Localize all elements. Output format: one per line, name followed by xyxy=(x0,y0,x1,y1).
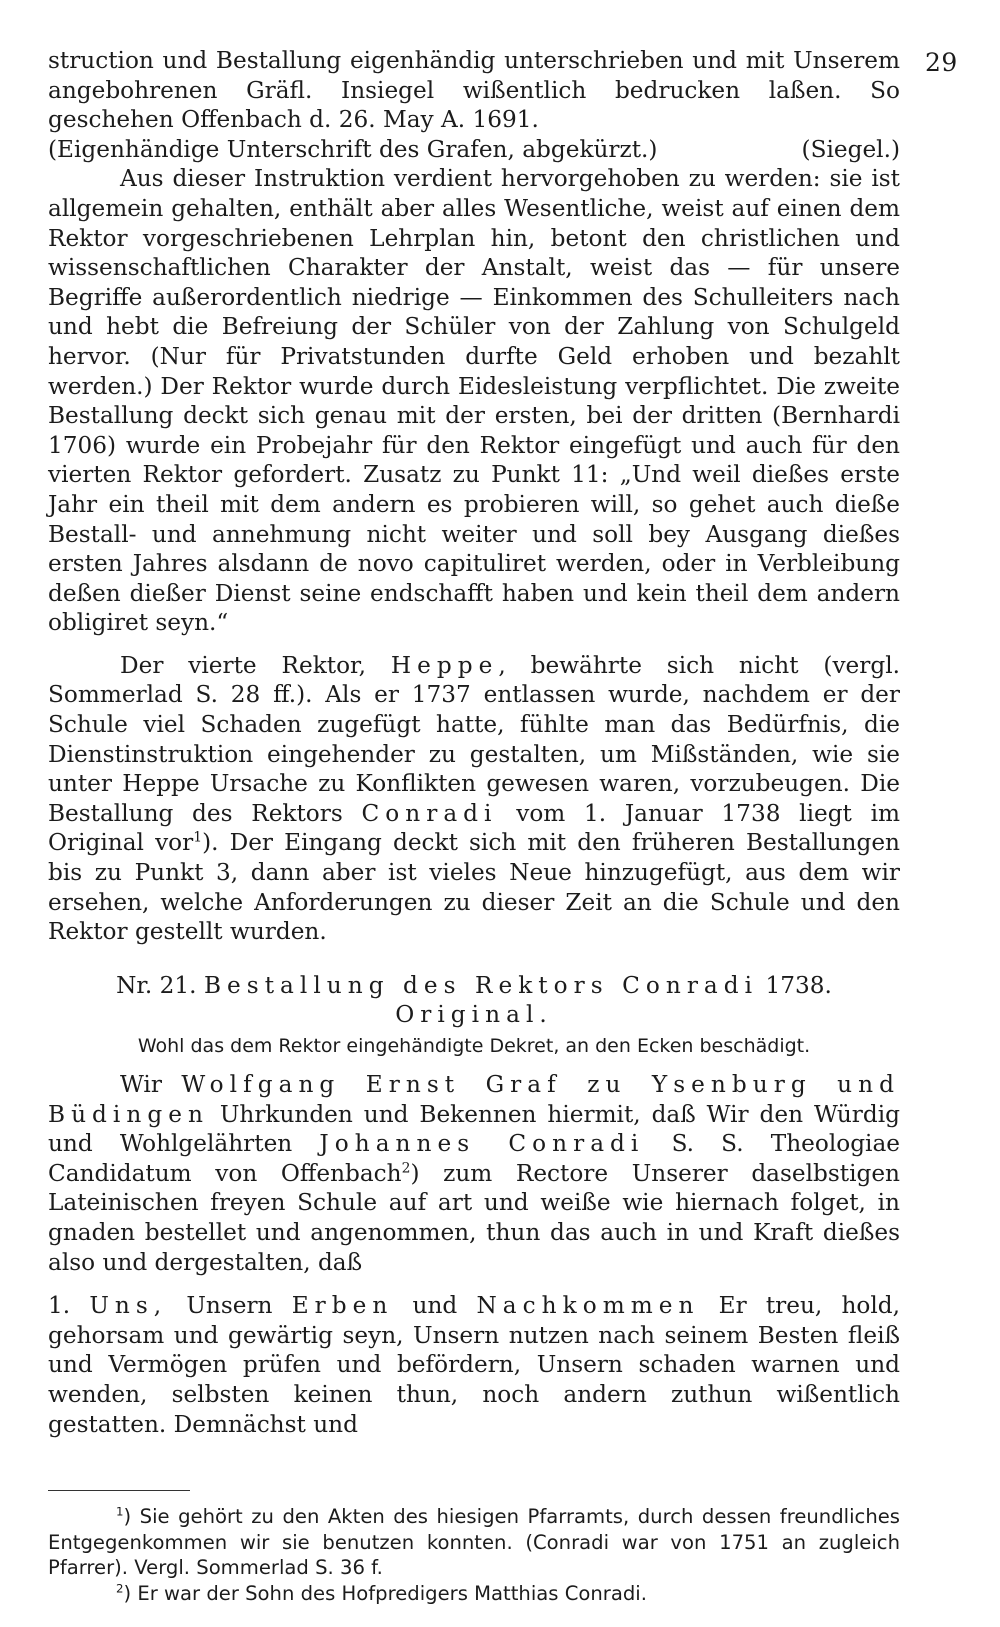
page-number: 29 xyxy=(925,48,958,77)
text-run: und xyxy=(412,1292,458,1320)
text-run: Nachkommen xyxy=(476,1292,700,1320)
footnote-mark-1: 1 xyxy=(116,1504,124,1519)
heading-number: Nr. 21. xyxy=(116,971,197,999)
paragraph-instruction-summary: Aus dieser Instruktion verdient hervorgehoben zu werden: sie ist allgemein gehalten, enthält aber alles Wesentliche, weist auf einen dem Rektor vorgeschriebenen Lehrplan hin, betont den christlichen und wissenschaftlichen Charakter der Anstalt, weist das — für unsere Begriffe außerordentlich niedrige — Einkommen des Schulleiters nach und hebt die Befreiung der Schüler von der Zahlung von Schulgeld hervor. (Nur für Privatstunden durfte Geld erhoben und bezahlt werden.) Der Rektor wurde durch Eidesleistung verpflichtet. Die zweite Bestallung deckt sich genau mit der ersten, bei der dritten (Bernhardi 1706) wurde ein Probejahr für den Rektor eingefügt und auch für den vierten Rektor gefordert. Zusatz zu Punkt 11: „Und weil dießes erste Jahr ein theil mit dem andern es probieren will, so gehet auch dieße Bestall- und annehmung nicht weiter und soll bey Ausgang dießes ersten Jahres alsdann de novo capituliret werden, oder in Verbleibung deßen dießer Dienst seine endschafft haben und kein theil dem andern obligiret seyn.“ xyxy=(48,165,900,637)
signature-note: (Eigenhändige Unterschrift des Grafen, abgekürzt.) xyxy=(48,135,658,163)
name-count: Wolfgang Ernst Graf zu Ysenburg und Büdingen xyxy=(48,1071,900,1128)
section-subheading: Original. xyxy=(395,1001,553,1029)
decree-point-1 xyxy=(48,1291,900,1439)
paragraph-text: struction und Bestallung eigenhändig unterschrieben und mit Unserem angebohrenen Gräfl. Insiegel wißentlich bedrucken laßen. So geschehen Offenbach d. 26. May A. 1691. xyxy=(48,47,900,134)
text-run: Uns, xyxy=(89,1292,168,1320)
document-note: Wohl das dem Rektor eingehändigte Dekret, an den Ecken beschädigt. xyxy=(137,1035,811,1057)
text-run: Er treu, hold, gehorsam und gewärtig seyn, Unsern nutzen nach seinem Besten fleiß und Vermögen prüfen und befördern, Unsern schaden warnen und wenden, selbsten keinen thun, noch andern zuthun wißentlich gestatten. Demnächst und xyxy=(48,1292,900,1438)
name-johannes-conradi: Johannes Conradi xyxy=(319,1130,645,1158)
footnote-text: ) Er war der Sohn des Hofpredigers Matthias Conradi. xyxy=(123,1581,647,1605)
footnote-ref-1: 1 xyxy=(193,829,203,846)
name-heppe: Heppe xyxy=(390,651,499,679)
section-heading xyxy=(48,971,900,1001)
footnote-ref-2: 2 xyxy=(401,1160,411,1177)
text-run: Uhrkunden und Bekennen hiermit, daß Wir den Würdig und Wohlgelährten xyxy=(48,1100,900,1158)
footnotes xyxy=(48,1504,900,1606)
footnote-mark-2: 2 xyxy=(116,1580,124,1595)
paragraph-decree-opening xyxy=(48,1070,900,1277)
text-run: ). Der Eingang deckt sich mit den früheren Bestallungen bis zu Punkt 3, dann aber ist vieles Neue hinzugefügt, aus dem wir ersehen, welche Anforderungen zu dieser Zeit an die Schule und den Rektor gestellt wurden. xyxy=(48,829,900,946)
footnote-2 xyxy=(48,1581,900,1607)
heading-year: 1738. xyxy=(765,971,832,999)
text-run: Erben xyxy=(291,1292,394,1320)
footnote-text: ) Sie gehört zu den Akten des hiesigen Pfarramts, durch dessen freundliches Entgegenkommen wir sie benutzen konnten. (Conradi war von 1751 an zugleich Pfarrer). Vergl. Sommerlad S. 36 f. xyxy=(48,1505,900,1579)
text-run: vom 1. Januar 1738 liegt im Original vor xyxy=(48,799,900,857)
name-conradi: Conradi xyxy=(361,799,498,827)
list-number: 1. xyxy=(48,1292,71,1320)
paragraph-continuation xyxy=(48,46,900,164)
text-run: ) zum Rectore Unserer daselbstigen Lateinischen freyen Schule auf art und weiße wie hiernach folget, in gnaden bestellet und angenommen, thun das auch in und Kraft dießes also und dergestalten, daß xyxy=(48,1159,900,1276)
footnote-1 xyxy=(48,1504,900,1581)
seal-note: (Siegel.) xyxy=(801,135,900,163)
text-run: Der vierte Rektor, xyxy=(120,651,366,679)
body-text xyxy=(48,46,900,1439)
text-run: Wir xyxy=(120,1071,162,1098)
text-run: , bewährte sich nicht (vergl. Sommerlad S. 28 ff.). Als er 1737 entlassen wurde, nachdem er der Schule viel Schaden zugefügt hatte, fühlte man das Bedürfnis, die Dienstinstruktion eingehender zu gestalten, um Mißständen, wie sie unter Heppe Ursache zu Konflikten gewesen waren, vorzubeugen. Die Bestallung des Rektors xyxy=(48,651,900,827)
signature-line xyxy=(48,135,900,165)
footnote-divider xyxy=(48,1490,190,1491)
paragraph-fourth-rector xyxy=(48,651,900,947)
text-run: Unsern xyxy=(186,1292,273,1320)
text-run: S. S. Theologiae Candidatum von Offenbach xyxy=(48,1130,900,1187)
heading-title: Bestallung des Rektors Conradi xyxy=(203,971,759,999)
